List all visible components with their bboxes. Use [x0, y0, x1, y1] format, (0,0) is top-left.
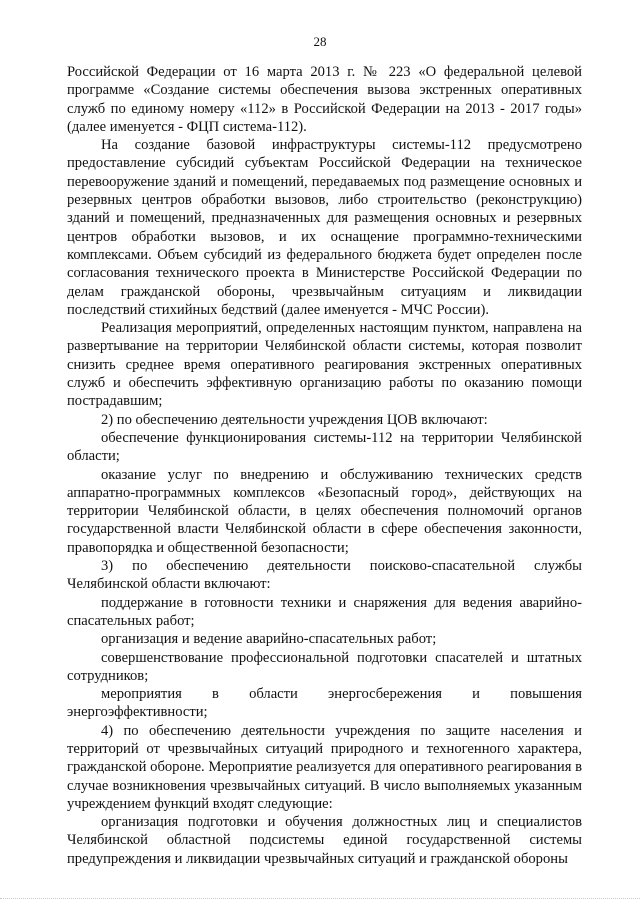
page-number: 28 [313, 34, 327, 49]
list-item: организация подготовки и обучения должностных лиц и специалистов Челябинской областной подсистемы единой государственной системы предупреждения и ликвидации чрезвычайных ситуаций и гражданской обороны [67, 814, 582, 867]
list-item: поддержание в готовности техники и снаряжения для ведения аварийно-спасательных работ; [67, 594, 582, 629]
list-item: организация и ведение аварийно-спасательных работ; [101, 631, 437, 648]
list-item: обеспечение функционирования системы-112 на территории Челябинской области; [67, 429, 582, 465]
page-bottom-edge [0, 898, 640, 899]
list-item: оказание услуг по внедрению и обслуживанию технических средств аппаратно-программных комплексов «Безопасный город», действующих на территории Челябинской области, в целях обеспечения полномочий органов государственной власти Челябинской области в сфере обеспечения законности, правопорядка и общественной безопасности; [67, 466, 582, 556]
paragraph: Российской Федерации от 16 марта 2013 г. № 223 «О федеральной целевой программе «Создание системы обеспечения вызова экстренных оперативных служб по единому номеру «112» в Российской Федерации на 2013 - 2017 годы» (далее именуется - ФЦП система-112). [67, 64, 582, 135]
list-item: 2) по обеспечению деятельности учреждения ЦОВ включают: [101, 411, 488, 428]
document-body [67, 63, 582, 868]
list-item: 4) по обеспечению деятельности учреждения по защите населения и территорий от чрезвычайных ситуаций природного и техногенного характера, гражданской обороне. Мероприятие реализуется для оперативного реагирования в случае возникновения чрезвычайных ситуаций. В число выполняемых указанным учреждением функций входят следующие: [67, 722, 582, 812]
list-item: мероприятия в области энергосбережения и повышения энергоэффективности; [67, 686, 582, 721]
paragraph: На создание базовой инфраструктуры системы-112 предусмотрено предоставление субсидий субъектам Российской Федерации на техническое перевооружение зданий и помещений, передаваемых под размещение основных и резервных центров обработки вызовов, либо строительство (реконструкцию) зданий и помещений, предназначенных для размещения основных и резервных центров обработки вызовов, и их оснащение программно-техническими комплексами. Объем субсидий из федерального бюджета будет определен после согласования технического проекта в Министерстве Российской Федерации по делам гражданской обороны, чрезвычайным ситуациям и ликвидации последствий стихийных бедствий (далее именуется - МЧС России). [67, 137, 582, 318]
list-item: 3) по обеспечению деятельности поисково-спасательной службы Челябинской области включают: [67, 558, 582, 593]
paragraph: Реализация мероприятий, определенных настоящим пунктом, направлена на развертывание на территории Челябинской области системы, которая позволит снизить среднее время оперативного реагирования экстренных оперативных служб и обеспечить эффективную организацию работы по оказанию помощи пострадавшим; [67, 320, 582, 410]
list-item: совершенствование профессиональной подготовки спасателей и штатных сотрудников; [67, 649, 582, 684]
